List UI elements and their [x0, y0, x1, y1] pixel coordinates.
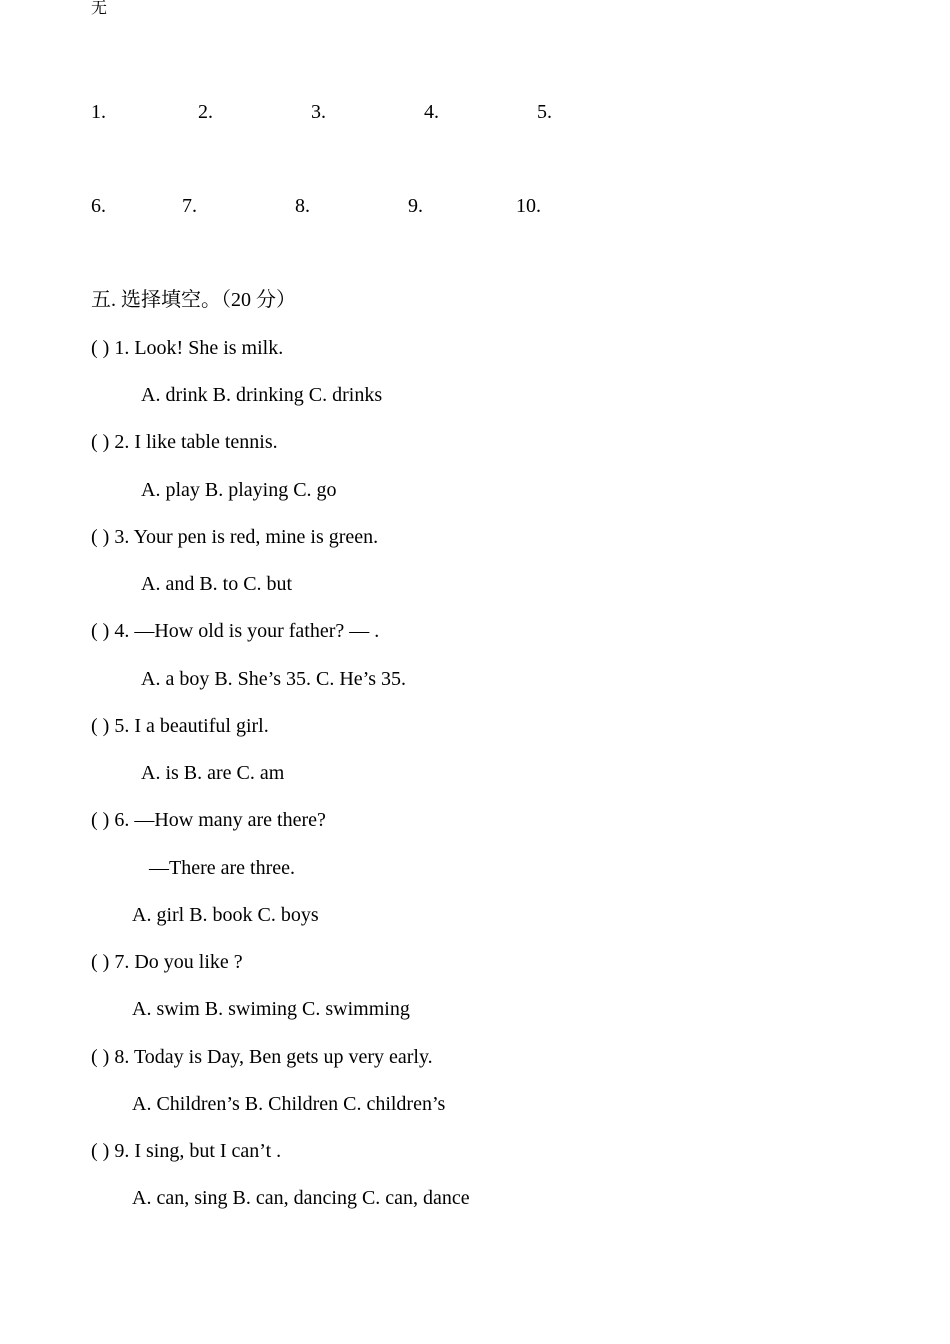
- section-title: 五. 选择填空。（20 分）: [91, 289, 296, 311]
- answer-number: 5.: [537, 101, 552, 123]
- question-stem: ( ) 9. I sing, but I can’t .: [91, 1140, 282, 1162]
- answer-number: 2.: [198, 101, 213, 123]
- question-stem: ( ) 3. Your pen is red, mine is green.: [91, 526, 379, 548]
- question-stem: ( ) 1. Look! She is milk.: [91, 337, 284, 359]
- answer-number: 8.: [295, 195, 310, 217]
- answer-number: 4.: [424, 101, 439, 123]
- question-options: A. drink B. drinking C. drinks: [141, 384, 383, 406]
- question-options: A. girl B. book C. boys: [132, 904, 319, 926]
- header-note: 无: [91, 0, 108, 17]
- answer-number: 1.: [91, 101, 106, 123]
- question-options: A. swim B. swiming C. swimming: [132, 998, 410, 1020]
- question-options: A. and B. to C. but: [141, 573, 293, 595]
- question-stem: ( ) 2. I like table tennis.: [91, 431, 278, 453]
- question-reply: —There are three.: [149, 857, 296, 879]
- question-options: A. play B. playing C. go: [141, 479, 337, 501]
- question-options: A. is B. are C. am: [141, 762, 285, 784]
- question-options: A. Children’s B. Children C. children’s: [132, 1093, 446, 1115]
- answer-number: 3.: [311, 101, 326, 123]
- answer-number: 6.: [91, 195, 106, 217]
- question-stem: ( ) 7. Do you like ?: [91, 951, 243, 973]
- question-stem: ( ) 6. —How many are there?: [91, 809, 326, 831]
- question-options: A. can, sing B. can, dancing C. can, dance: [132, 1187, 470, 1209]
- answer-number: 7.: [182, 195, 197, 217]
- answer-number: 10.: [516, 195, 541, 217]
- answer-number: 9.: [408, 195, 423, 217]
- question-stem: ( ) 5. I a beautiful girl.: [91, 715, 269, 737]
- question-stem: ( ) 8. Today is Day, Ben gets up very early.: [91, 1046, 433, 1068]
- question-stem: ( ) 4. —How old is your father? — .: [91, 620, 380, 642]
- question-options: A. a boy B. She’s 35. C. He’s 35.: [141, 668, 406, 690]
